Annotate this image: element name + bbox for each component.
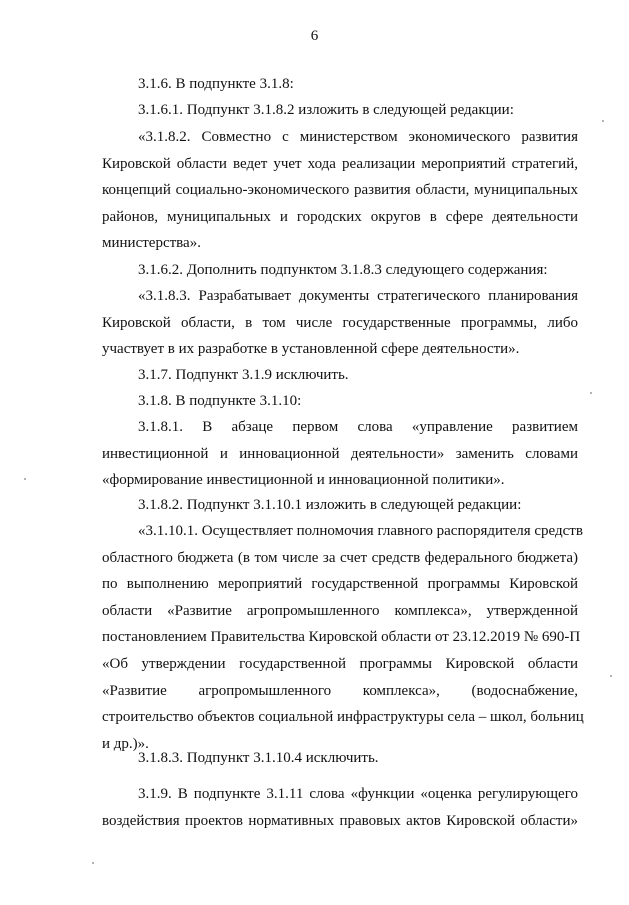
text-line: «Развитие агропромышленного комплекса», (водоснабжение, — [102, 682, 578, 699]
text-line: инвестиционной и инновационной деятельности» заменить словами — [102, 445, 578, 462]
paragraph-3-1-6 — [102, 71, 578, 98]
paragraph-quote-3-1-8-2 — [102, 124, 578, 257]
paragraph-3-1-8-1 — [102, 414, 578, 494]
text-line: 3.1.9. В подпункте 3.1.11 слова «функции «оценка регулирующего — [138, 786, 578, 802]
text-line: «3.1.8.3. Разрабатывает документы стратегического планирования — [138, 288, 578, 304]
text-line: районов, муниципальных и городских округов в сфере деятельности — [102, 208, 578, 225]
text-line: Кировской области ведет учет хода реализации мероприятий стратегий, — [102, 155, 578, 172]
text-line: воздействия проектов нормативных правовых актов Кировской области» — [102, 812, 578, 829]
text-line: по выполнению мероприятий государственной программы Кировской — [102, 576, 578, 593]
paragraph-quote-3-1-8-3 — [102, 283, 578, 363]
text-line: «Об утверждении государственной программы Кировской области — [102, 655, 578, 672]
text-line: 3.1.7. Подпункт 3.1.9 исключить. — [138, 367, 349, 383]
text-line: постановлением Правительства Кировской области от 23.12.2019 № 690-П — [102, 629, 581, 646]
text-line: 3.1.8.1. В абзаце первом слова «управление развитием — [138, 419, 578, 435]
text-line: 3.1.6.2. Дополнить подпунктом 3.1.8.3 следующего содержания: — [138, 262, 548, 278]
text-line: областного бюджета (в том числе за счет средств федерального бюджета) — [102, 549, 578, 566]
paragraph-quote-3-1-10-1 — [102, 518, 584, 757]
paragraph-3-1-8 — [102, 388, 578, 415]
scan-speck — [92, 862, 94, 864]
paragraph-3-1-6-2 — [102, 257, 578, 284]
text-line: строительство объектов социальной инфраструктуры села – школ, больниц — [102, 709, 584, 726]
paragraph-3-1-6-1 — [102, 97, 578, 124]
text-line: 3.1.6.1. Подпункт 3.1.8.2 изложить в следующей редакции: — [138, 102, 514, 118]
text-line: и др.)». — [102, 735, 149, 752]
text-line: министерства». — [102, 235, 201, 252]
text-line: Кировской области, в том числе государственные программы, либо — [102, 314, 578, 331]
scan-speck — [610, 675, 612, 677]
text-line: 3.1.8.3. Подпункт 3.1.10.4 исключить. — [138, 750, 379, 766]
text-line: «формирование инвестиционной и инновационной политики». — [102, 472, 505, 489]
text-line: «3.1.8.2. Совместно с министерством экономического развития — [138, 129, 578, 145]
scan-speck — [602, 120, 604, 122]
paragraph-3-1-8-3 — [102, 745, 578, 772]
scan-speck — [24, 478, 26, 480]
text-line: 3.1.6. В подпункте 3.1.8: — [138, 76, 294, 92]
text-line: 3.1.8. В подпункте 3.1.10: — [138, 393, 302, 409]
text-line: «3.1.10.1. Осуществляет полномочия главного распорядителя средств — [138, 523, 583, 539]
paragraph-3-1-9 — [102, 781, 578, 834]
scan-speck — [590, 392, 592, 394]
text-line: области «Развитие агропромышленного комплекса», утвержденной — [102, 602, 578, 619]
paragraph-3-1-7 — [102, 362, 578, 389]
text-line: участвует в их разработке в установленной сфере деятельности». — [102, 341, 520, 358]
paragraph-3-1-8-2 — [102, 492, 578, 519]
text-line: 3.1.8.2. Подпункт 3.1.10.1 изложить в следующей редакции: — [138, 497, 522, 513]
page-number: 6 — [310, 28, 319, 44]
text-line: концепций социально-экономического развития области, муниципальных — [102, 182, 578, 199]
